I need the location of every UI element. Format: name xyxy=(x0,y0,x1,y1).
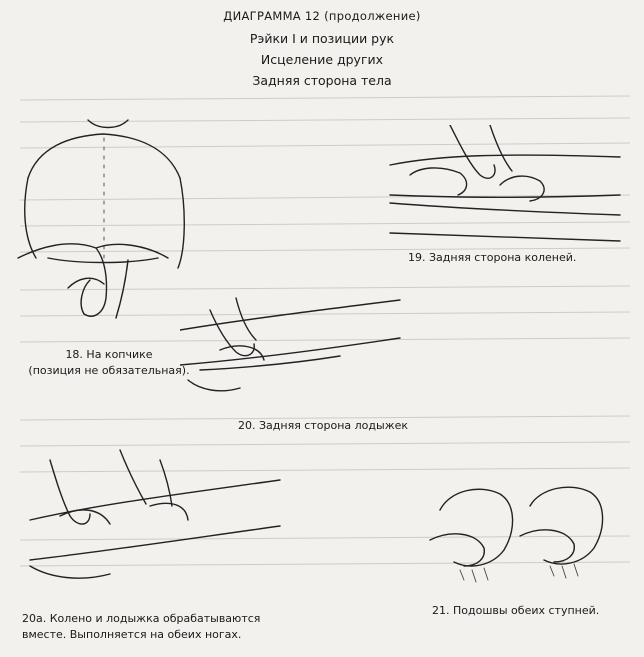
caption-20a-line1: 20а. Колено и лодыжка обрабатываются xyxy=(22,612,261,625)
illustration-19-back-of-knees xyxy=(380,125,630,245)
caption-18-line2: (позиция не обязательная). xyxy=(28,364,190,377)
diagram-title: ДИАГРАММА 12 (продолжение) xyxy=(223,9,421,23)
caption-18-line1: 18. На копчике xyxy=(65,348,153,361)
illustration-20-back-of-ankles xyxy=(180,290,410,400)
subtitle-back-of-body: Задняя сторона тела xyxy=(252,73,392,88)
subtitle-reiki-positions: Рэйки I и позиции рук xyxy=(249,31,395,46)
caption-20a xyxy=(22,611,260,643)
caption-20: 20. Задняя сторона лодыжек xyxy=(238,419,409,432)
subtitle-healing-others: Исцеление других xyxy=(260,52,384,67)
illustration-21-soles-of-feet xyxy=(420,470,620,590)
illustration-18-coccyx xyxy=(8,108,208,338)
illustration-20a-knee-and-ankle xyxy=(20,440,290,590)
caption-20a-line2: вместе. Выполняется на обеих ногах. xyxy=(22,628,242,641)
caption-19: 19. Задняя сторона коленей. xyxy=(408,251,577,264)
caption-18 xyxy=(24,347,194,379)
caption-21: 21. Подошвы обеих ступней. xyxy=(432,604,600,617)
